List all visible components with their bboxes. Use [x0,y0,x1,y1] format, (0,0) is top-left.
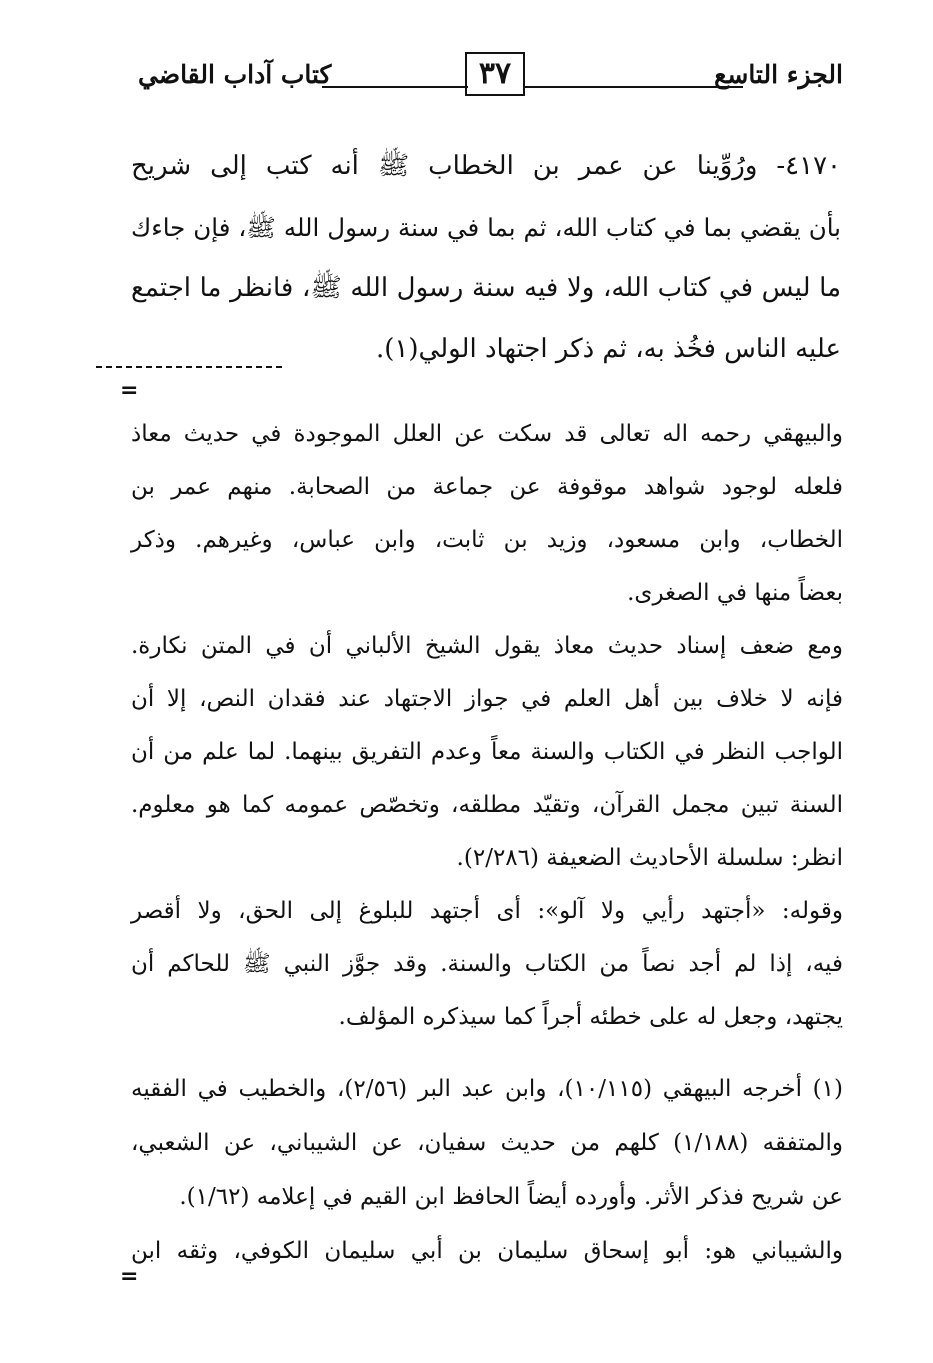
note-line: الخطاب، وابن مسعود، وزيد بن ثابت، وابن عباس، وغيرهم. وذكر [131,527,843,553]
note-line: انظر: سلسلة الأحاديث الضعيفة (٢/٢٨٦). [456,845,843,871]
note-line: فلعله لوجود شواهد موقوفة عن جماعة من الصحابة. منهم عمر بن [131,474,843,500]
commentary-notes [131,408,843,1044]
note-line: يجتهد، وجعل له على خطئه أجراً كما سيذكره المؤلف. [338,1004,843,1030]
running-head-book: كتاب آداب القاضي [138,60,332,89]
footnotes [131,1062,843,1278]
note-line: فيه، إذا لم أجد نصاً من الكتاب والسنة. وقد جوَّز النبي ﷺ للحاكم أن [131,951,843,977]
note-line: والبيهقي رحمه اله تعالى قد سكت عن العلل الموجودة في حديث معاذ [131,421,843,447]
footnote-line: عن شريح فذكر الأثر. وأورده أيضاً الحافظ ابن القيم في إعلامه (١/٦٢). [179,1184,843,1210]
note-line: الواجب النظر في الكتاب والسنة معاً وعدم التفريق بينهما. لما علم من أن [131,739,843,765]
note-line: ومع ضعف إسناد حديث معاذ يقول الشيخ الألباني أن في المتن نكارة. [131,633,843,659]
note-line: فإنه لا خلاف بين أهل العلم في جواز الاجتهاد عند فقدان النص، إلا أن [131,686,843,712]
header-rule-left [322,86,468,88]
header-rule-right [523,86,743,88]
main-text-line: بأن يقضي بما في كتاب الله، ثم بما في سنة رسول الله ﷺ، فإن جاءك [131,213,841,242]
footnote-line: والمتفقه (١/١٨٨) كلهم من حديث سفيان، عن الشيباني، عن الشعبي، [131,1130,843,1156]
main-text-line: عليه الناس فخُذ به، ثم ذكر اجتهاد الولي(١). [375,334,841,364]
footnote-divider [96,366,282,368]
note-line: وقوله: «أجتهد رأيي ولا آلو»: أى أجتهد للبلوغ إلى الحق، ولا أقصر [131,898,843,924]
main-text [131,136,841,380]
page-number: ٣٧ [465,52,525,96]
footnote-continuation-mark: = [120,1264,139,1289]
main-text-line: ٤١٧٠- ورُوِّينا عن عمر بن الخطاب ﷺ أنه كتب إلى شريح [131,151,841,181]
main-text-line: ما ليس في كتاب الله، ولا فيه سنة رسول الله ﷺ، فانظر ما اجتمع [131,273,841,303]
continuation-mark: = [120,378,139,403]
note-line: السنة تبين مجمل القرآن، وتقيّد مطلقه، وتخصّص عمومه كما هو معلوم. [131,792,843,818]
note-line: بعضاً منها في الصغرى. [627,580,843,606]
footnote-line: (١) أخرجه البيهقي (١٠/١١٥)، وابن عبد البر (٢/٥٦)، والخطيب في الفقيه [131,1076,843,1102]
footnote-line: والشيباني هو: أبو إسحاق سليمان بن أبي سليمان الكوفي، وثقه ابن [131,1238,843,1264]
running-head-part: الجزء التاسع [714,60,843,89]
